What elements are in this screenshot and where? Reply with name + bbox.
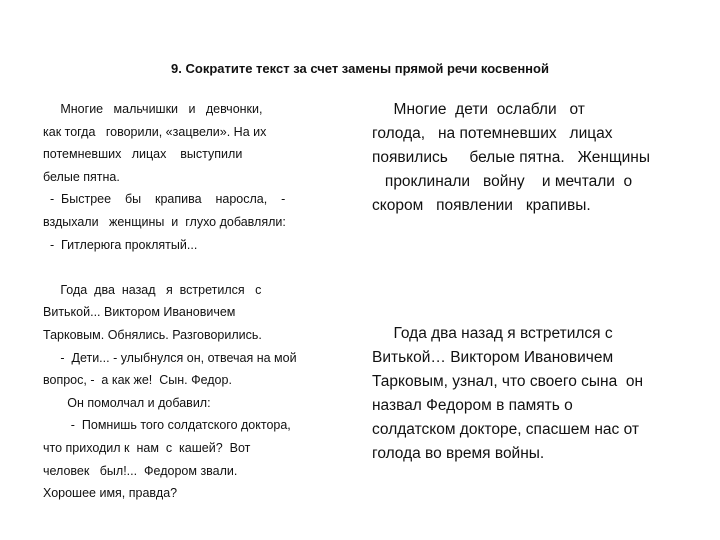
summary-line: скором появлении крапивы.: [372, 197, 591, 214]
original-text-line: потемневших лицах выступили: [43, 147, 243, 162]
task-title: 9. Сократите текст за счет замены прямой речи косвенной: [171, 61, 549, 76]
original-text-line: Многие мальчишки и девчонки,: [43, 102, 263, 116]
original-text-line: человек был!... Федором звали.: [43, 463, 238, 478]
summary-line: Года два назад я встретился с: [372, 325, 613, 342]
original-text-line: Тарковым. Обнялись. Разговорились.: [43, 327, 262, 342]
original-text-line: - Гитлерюга проклятый...: [43, 237, 198, 252]
summary-line: солдатском докторе, спасшем нас от: [372, 421, 639, 438]
original-text-line: Года два назад я встретился с: [43, 282, 262, 297]
summary-line: голода во время войны.: [372, 445, 545, 462]
summary-line: Витькой… Виктором Ивановичем: [372, 349, 614, 366]
summary-line: появились белые пятна. Женщины: [372, 149, 650, 166]
summary-line: назвал Федором в память о: [372, 397, 573, 414]
original-text-line: Он помолчал и добавил:: [43, 395, 211, 410]
original-text-line: Витькой... Виктором Ивановичем: [43, 305, 236, 320]
original-text-line: что приходил к нам с кашей? Вот: [43, 440, 251, 455]
original-text-line: белые пятна.: [43, 169, 120, 184]
summary-line: Многие дети ослабли от: [372, 101, 585, 118]
original-text-line: - Помнишь того солдатского доктора,: [43, 418, 291, 433]
original-text-line: - Дети... - улыбнулся он, отвечая на мой: [43, 350, 297, 365]
original-text-line: вопрос, - а как же! Сын. Федор.: [43, 373, 232, 388]
original-text-line: как тогда говорили, «зацвели». На их: [43, 124, 267, 139]
original-text-line: вздыхали женщины и глухо добавляли:: [43, 214, 286, 229]
summary-line: голода, на потемневших лицах: [372, 125, 613, 142]
original-text-line: - Быстрее бы крапива наросла, -: [43, 192, 286, 207]
summary-paragraph-2: [372, 322, 702, 466]
summary-line: проклинали войну и мечтали о: [372, 173, 633, 190]
summary-paragraph-1: [372, 98, 702, 218]
original-text-column: [43, 98, 343, 505]
original-text-line: Хорошее имя, правда?: [43, 486, 178, 501]
summary-line: Тарковым, узнал, что своего сына он: [372, 373, 644, 390]
original-text-line: [43, 256, 343, 279]
